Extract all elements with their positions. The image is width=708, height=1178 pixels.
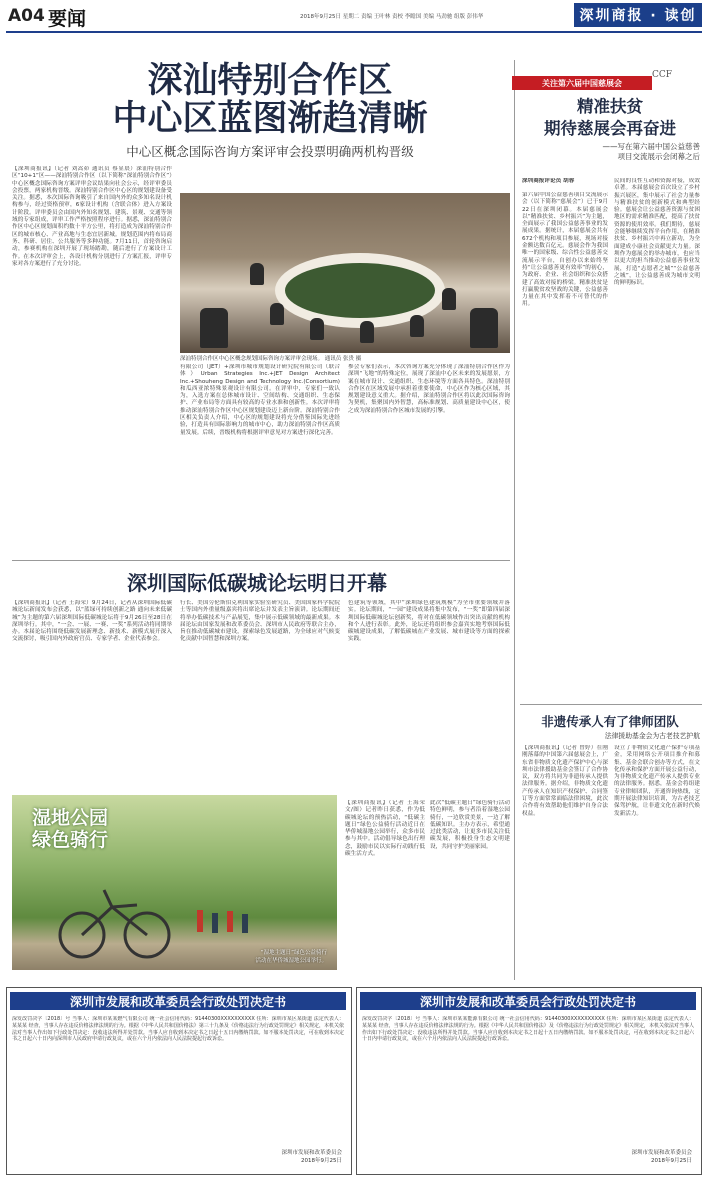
person-shape [310, 318, 324, 340]
article-col-3: 参会专家们表示，本次咨询方案充分体现了深汕特别合作区作为深圳“飞地”的特殊定位，展现了深汕中心区未来的发展愿景，方案在城市设计、交通组织、生态环境等方面各具特色。深汕特别合作区在区域发展中承担着重要使命，中心区作为核心区域，其规划建设意义重大。据介绍，深汕特别合作区将以此次国际咨询为契机，集聚国内外智慧，高标准规划、高质量建设中心区，使之成为深汕特别合作区城市发展的引擎。 [348, 364, 510, 414]
page-number: A04 [8, 6, 45, 26]
person-shape [410, 315, 424, 337]
notice-left-signature: 深圳市发展和改革委员会 2018年9月25日 [281, 1150, 342, 1164]
issue-meta: 2018年9月25日 星期二 责编 王叶林 责校 李瞻国 美编 马劲驰 组版 彭伟华 [300, 14, 484, 20]
section-name: 要闻 [48, 8, 87, 30]
feature-byline: 深圳商报评论员 胡蓉 [522, 178, 575, 184]
column-divider [514, 60, 515, 980]
bicycle-illustration [12, 795, 337, 970]
forum-col-3: 色建筑等领域，其中“深圳绿色建筑规模”为全市重要领域并落实。论坛期间，“一园”建设成果将集中发布，“一奖”即第四届深圳国际低碳城论坛创新奖，将对在低碳领域作出突出贡献的机构和个人进行表彰。此外，论坛还将组织参会嘉宾实地考察国际低碳城建设成果，了解低碳城在产业发展、城市建设等方面的探索实践。 [348, 600, 510, 643]
cycling-photo-caption: “湿地主题日”绿色公益骑行 活动在华侨城湿地公园举行。 [255, 950, 327, 964]
article-col-1: 【深圳商报讯】（记者 刘嵩茆 通讯员 蔡显晨）深汕特别合作区“10+1”区——深汕特别合作区（以下简称“深汕特别合作区”）中心区概念国际咨询方案评审会议结果向社会公示，经评审委员会投票，两家机构晋级。深汕特别合作区中心区的规划建设备受关注。据悉，本次国际咨询吸引了来自国内外的众多知名设计机构参与，经过资格预审，6家设计机构（含联合体）进入方案设计阶段。评审委员会由国内外知名规划、建筑、景观、交通等领域的专家组成，评审工作严格按照程序进行。据悉，深汕特别合作区中心区规划面积约数十平方公里，将打造成为深汕特别合作区的城市核心、产业高地与生态宜居新城。规划范围内将布局商务、科研、居住、公共服务等多种功能。7月11日，首轮咨询启动，参赛机构在深圳开展了现场踏勘，随后进行了方案设计工作。在本次评审会上，各设计机构分别进行了方案汇报，评审专家对各方案进行了充分讨论。 [12, 166, 172, 267]
header-rule [6, 31, 702, 33]
feature-subtitle: ——写在第六届中国公益慈善 项目交流展示会闭幕之后 [602, 142, 700, 161]
article-col-2: 有限公司（JET）+深圳市城市规划设计研究院有限公司（联合体）Urban Strategies Inc.+JET Design Architect Inc.+Shouheng Design and Technology Inc.(Consortium)和瓜西亚浓特殊景观设计有限公司。在评审中，专家们一致认为，入选方案在总体城市设计、空间结构、交通组织、生态保护、产业布局等方面具有较高的专业水准和创新性。本次评审将推动深汕特别合作区中心区规划建设迈上新台阶。深汕特别合作区相关负责人介绍，中心区的规划建设将充分借鉴国际先进经验，打造具有国际影响力的城市中心，助力深汕特别合作区高质量发展。后续，晋级机构将根据评审意见对方案进行深化完善。 [180, 364, 340, 436]
heritage-headline: 非遗传承人有了律师团队 [541, 714, 679, 729]
heritage-col-2: 设立了非物质文化遗产保护专项基金，采用网络公开项目推介和募集、基金会联合创办等方式，在文化传承和保护方面开展公益行动，为非物质文化遗产传承人提供专业的法律服务。据悉，基金会将组建专业律师团队，开通咨询热线，定期开展法律知识培训，为古老技艺保驾护航，让非遗文化在新时代焕发新活力。 [614, 745, 700, 817]
headline: 深汕特别合作区 中心区蓝图渐趋清晰 [112, 60, 428, 139]
section-rule [520, 704, 702, 705]
person-shape [470, 308, 498, 348]
newspaper-logo: 深圳商报 · 读创 [574, 3, 702, 27]
feature-headline: 精准扶贫 期待慈展会再奋进 [544, 97, 676, 138]
expo-banner: 关注第六届中国慈展会 [512, 76, 652, 90]
person-shape [360, 321, 374, 343]
feature-col-a: 第六届中国公益慈善项目交流展示会（以下简称“慈展会”）已于9月22日在深圳闭幕。本届慈展会以“精准扶贫、乡村振兴”为主题，全面展示了我国公益慈善事业的发展成果。据统计，本届慈展会共有672个机构和项目参展，现场对接金额达数百亿元。慈展会作为我国唯一的国家级、综合性公益慈善交流展示平台，自创办以来始终坚持“让公益慈善更有效率”的初心，为政府、企业、社会组织和公众搭建了高效对接的桥梁。精准扶贫是打赢脱贫攻坚战的关键，公益慈善力量在其中发挥着不可替代的作用。 [522, 192, 608, 308]
forum-col-1: 【深圳商报讯】（记者 王海荣）9月24日，记者从深圳国际低碳城论坛新闻发布会获悉，以“蓝绿可持续创新之路 通向未来低碳城”为主题的第六届深圳国际低碳城论坛将于9月26日至28日在深圳举行。其中，“一会、一展、一赛、一奖”系列活动将同期举办。本届论坛将围绕低碳发展新理念、新技术、新模式展开深入交流探讨，吸引国内外政府官员、专家学者、企业代表参会。 [12, 600, 172, 643]
notice-right-title: 深圳市发展和改革委员会行政处罚决定书 [360, 992, 696, 1010]
person-shape [250, 263, 264, 285]
person-shape [270, 303, 284, 325]
person-shape [200, 308, 228, 348]
feature-col-b: 民间的良性互动和资源对接，成效卓著。本届慈展会首次设立了乡村振兴展区，集中展示了社会力量参与精准扶贫的创新模式和典型经验。慈展会让公益慈善资源与贫困地区的需求精准匹配，提高了扶贫资源的使用效率。我们期待，慈展会能够继续发挥平台作用，在精准扶贫、乡村振兴中再立新功，为全面建成小康社会贡献更大力量。深圳作为慈展会的举办城市，也应当以更大的担当推动公益慈善事业发展，打造“志愿者之城”“公益慈善之城”，让公益慈善成为城市文明的鲜明标识。 [614, 178, 700, 287]
cycling-photo-title: 湿地公园 绿色骑行 [32, 807, 109, 851]
cycling-col-1: 【深圳商报讯】（记者 王海荣 文/图）记者昨日获悉，作为低碳城论坛的预热活动，“低碳主题日”绿色公益骑行活动近日在华侨城湿地公园举行，众多市民参与其中。活动倡导绿色出行理念，鼓励市民以实际行动践行低碳生活方式。 [345, 800, 425, 858]
cycling-photo [12, 795, 337, 970]
section-rule [12, 560, 510, 561]
notice-left-body: 深发改罚决字〔2018〕号 当事人：深圳市某某燃气有限公司 统一社会信用代码：91440300XXXXXXXXXX 住所：深圳市某区某街道 法定代表人：某某某 经查，当事人存在违反价格法律法规的行为。根据《中华人民共和国价格法》第三十九条及《价格违法行为行政处罚规定》相关规定，本机关依法对当事人作出如下行政处罚决定：没收违法所得并处罚款。当事人应自收到本决定书之日起十五日内缴纳罚款。如不服本处罚决定，可在收到本决定书之日起六十日内向深圳市人民政府申请行政复议，或在六个月内依法向人民法院提起行政诉讼。 [12, 1016, 344, 1043]
sub-headline: 中心区概念国际咨询方案评审会投票明确两机构晋级 [126, 144, 414, 159]
forum-headline: 深圳国际低碳城论坛明日开幕 [127, 571, 387, 595]
person-shape [442, 288, 456, 310]
notice-right-signature: 深圳市发展和改革委员会 2018年9月25日 [631, 1150, 692, 1164]
photo-caption: 深汕特别合作区中心区概念规划国际咨询方案评审会现场。 通讯员 张贵 摄 [180, 356, 362, 362]
notice-left-title: 深圳市发展和改革委员会行政处罚决定书 [10, 992, 346, 1010]
ccf-logo: CCF [652, 70, 673, 80]
meeting-photo [180, 193, 510, 353]
cycling-col-2: 此次“低碳主题日”绿色骑行活动特色鲜明，参与者沿着湿地公园骑行，一边欣赏美景，一边了解低碳知识。主办方表示，希望通过此类活动，让更多市民关注低碳发展，积极投身生态文明建设，共同守护美丽家园。 [430, 800, 510, 850]
heritage-subtitle: 法律援助基金会为古老技艺护航 [604, 732, 700, 740]
notice-right-body: 深发改罚决字〔2018〕号 当事人：深圳市某某能源有限公司 统一社会信用代码：91440300XXXXXXXXXX 住所：深圳市某区某街道 法定代表人：某某某 经查，当事人存在违反价格法律法规的行为。根据《中华人民共和国价格法》及《价格违法行为行政处罚规定》相关规定，本机关依法对当事人作出如下行政处罚决定：没收违法所得并处罚款。当事人应自收到本决定书之日起十五日内缴纳罚款。如不服本处罚决定，可在收到本决定书之日起六十日内申请行政复议，或在六个月内依法向人民法院提起行政诉讼。 [362, 1016, 694, 1043]
heritage-col-1: 【深圳商报讯】（记者 曾婷）在刚刚落幕的中国第六届慈展会上，广东省非物质文化遗产保护中心与深圳市法律援助基金会签订了合作协议，双方将共同为非遗传承人提供法律服务。据介绍，非物质文化遗产传承人在知识产权保护、合同签订等方面常常面临法律困境，此次合作将有效帮助他们维护自身合法权益。 [522, 745, 608, 817]
forum-col-2: 行长、美国劳伦斯伯克利国家实验室研究员、美国国家科学院院士等国内外重量级嘉宾将出席论坛并发表主旨演讲。论坛期间还将举办低碳技术与产品展览，集中展示低碳领域的最新成果。本届论坛由国家发展和改革委员会、深圳市人民政府等联合主办，旨在推动低碳城市建设，探索绿色发展道路，为全球应对气候变化贡献中国智慧和深圳方案。 [180, 600, 340, 643]
